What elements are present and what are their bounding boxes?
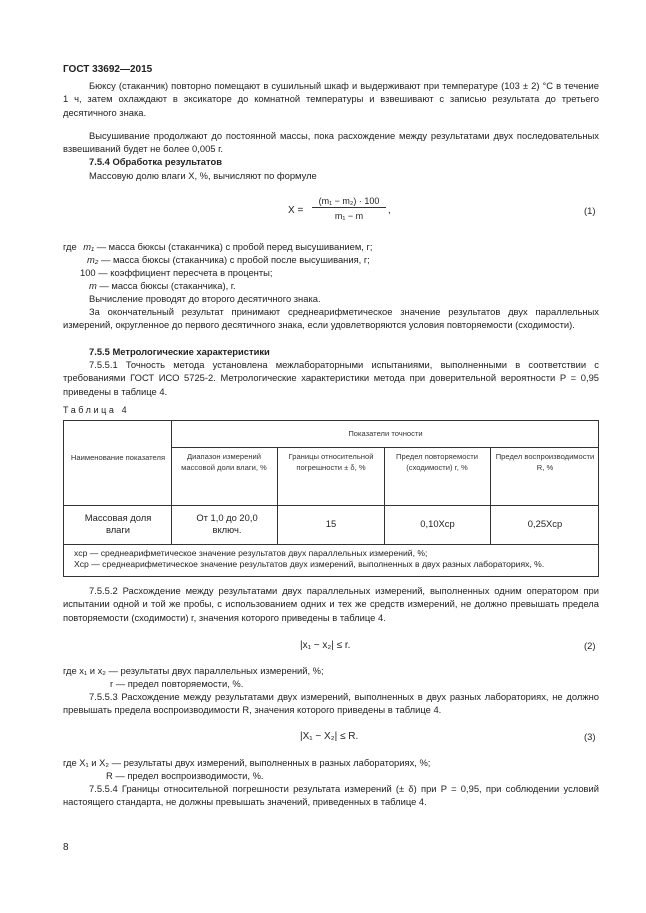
where-symbol: m₁ bbox=[83, 241, 95, 252]
formula-lhs: X = bbox=[288, 205, 304, 216]
equation-number: (1) bbox=[584, 205, 596, 216]
where-item bbox=[89, 279, 236, 292]
where-item: R — предел воспроизводимости, %. bbox=[106, 770, 264, 781]
paragraph: 7.5.5.1 Точность метода установлена межлабораторными испытаниями, выполненными в соответствии с требованиями ГОСТ ИСО 5725-2. Метрологические характеристики метода при доверительной вероятности P = 0,95 приведены в таблице 4. bbox=[63, 359, 599, 397]
table-cell: 0,25Xср bbox=[527, 518, 563, 529]
metrology-table bbox=[63, 420, 599, 577]
formula: |X₁ − X₂| ≤ R. bbox=[300, 731, 359, 742]
document-number: ГОСТ 33692—2015 bbox=[63, 64, 153, 75]
paragraph: Высушивание продолжают до постоянной массы, пока расхождение между результатами двух последовательных взвешиваний будет не более 0,005 г. bbox=[63, 130, 599, 155]
table-divider bbox=[490, 447, 491, 545]
paragraph: 7.5.5.4 Границы относительной погрешности результата измерений (± δ) при P = 0,95, при соблюдении условий настоящего стандарта, не должны превышать значений, приведенных в таблице 4. bbox=[63, 783, 599, 808]
where-item bbox=[87, 253, 370, 266]
table-footnote: Xср — среднеарифметическое значение результатов двух измерений, выполненных в двух разных лабораториях, %. bbox=[74, 559, 545, 569]
table-divider bbox=[64, 505, 599, 506]
where-desc: — масса бюксы (стаканчика) с пробой перед высушиванием, г; bbox=[96, 241, 373, 252]
formula-comma: , bbox=[388, 205, 391, 216]
where-symbol: m₂ bbox=[87, 254, 99, 265]
paragraph: 7.5.5.3 Расхождение между результатами двух измерений, выполненных в двух разных лабораториях, не должно превышать предела воспроизводимости R, значения которого приведены в таблице 4. bbox=[63, 691, 599, 716]
where-item bbox=[80, 266, 273, 279]
formula-numerator: (m₁ − m₂) · 100 bbox=[312, 196, 386, 208]
paragraph: 7.5.5.2 Расхождение между результатами двух параллельных измерений, выполненных одним оператором при испытании одной и той же пробы, с использованием одних и тех же средств измерений, не должно превышать предела повторяемости (сходимости) r, значения которого приведены в таблице 4. bbox=[63, 585, 599, 623]
paragraph: Массовую долю влаги X, %, вычисляют по формуле bbox=[89, 170, 317, 181]
table-divider bbox=[277, 447, 278, 545]
table-cell: От 1,0 до 20,0 включ. bbox=[196, 512, 258, 535]
formula: |x₁ − x₂| ≤ r. bbox=[300, 640, 351, 651]
column-header-range: Диапазон измерений массовой доли влаги, % bbox=[181, 452, 267, 472]
where-symbol: 100 bbox=[80, 267, 96, 278]
table-divider bbox=[64, 544, 599, 545]
where-item: r — предел повторяемости, %. bbox=[110, 678, 244, 689]
column-header-repeatability: Предел повторяемости (сходимости) r, % bbox=[396, 452, 478, 472]
where-prefix: где bbox=[63, 241, 77, 252]
table-divider bbox=[384, 447, 385, 545]
table-caption: Таблица 4 bbox=[63, 405, 130, 415]
table-cell: Массовая доля влаги bbox=[84, 512, 152, 535]
table-cell: 15 bbox=[325, 518, 337, 529]
where-desc: — коэффициент пересчета в проценты; bbox=[98, 267, 273, 278]
table-cell: 0,10Xср bbox=[420, 518, 455, 529]
column-header-name: Наименование показателя bbox=[70, 453, 166, 462]
table-divider bbox=[171, 447, 599, 448]
equation-number: (3) bbox=[584, 731, 596, 742]
equation-number: (2) bbox=[584, 640, 596, 651]
where-symbol: m bbox=[89, 280, 97, 291]
where-item: где X₁ и X₂ — результаты двух измерений, выполненных в разных лабораториях, %; bbox=[63, 757, 431, 768]
section-heading: 7.5.5 Метрологические характеристики bbox=[89, 346, 270, 357]
table-footnote: xср — среднеарифметическое значение результатов двух параллельных измерений, %; bbox=[74, 548, 428, 558]
paragraph: Вычисление проводят до второго десятичного знака. bbox=[89, 293, 321, 304]
where-item: где x₁ и x₂ — результаты двух параллельных измерений, %; bbox=[63, 665, 324, 676]
paragraph: За окончательный результат принимают среднеарифметическое значение результатов двух параллельных измерений, округленное до первого десятичного знака, если удовлетворяются условия повторяемости (сходимости). bbox=[63, 306, 599, 331]
column-header-error: Границы относительной погрешности ± δ, % bbox=[288, 452, 374, 472]
paragraph: Бюксу (стаканчик) повторно помещают в сушильный шкаф и выдерживают при температуре (103 ± 2) °С в течение 1 ч, затем охлаждают в эксикаторе до комнатной температуры и взвешивают с записью результата до третьего десятичного знака. bbox=[63, 80, 599, 118]
formula-denominator: m₁ − m bbox=[334, 211, 364, 221]
section-heading: 7.5.4 Обработка результатов bbox=[89, 156, 222, 167]
column-group-header: Показатели точности bbox=[348, 429, 423, 438]
where-desc: — масса бюксы (стаканчика), г. bbox=[99, 280, 236, 291]
where-item bbox=[63, 240, 373, 253]
formula bbox=[288, 196, 398, 230]
where-desc: — масса бюксы (стаканчика) с пробой после высушивания, г; bbox=[101, 254, 370, 265]
page-number: 8 bbox=[63, 842, 69, 853]
column-header-reproducibility: Предел воспроизводимости R, % bbox=[495, 452, 595, 472]
table-divider bbox=[171, 421, 172, 545]
